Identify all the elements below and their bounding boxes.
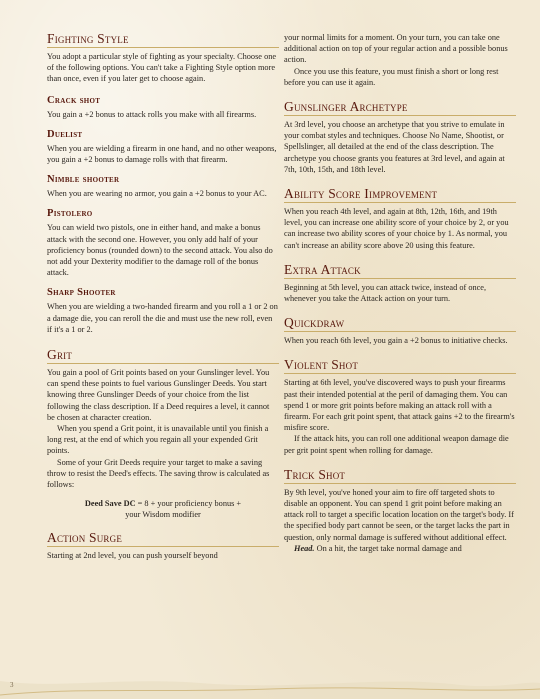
quickdraw-heading: Quickdraw <box>284 316 516 332</box>
section-extra-attack <box>284 263 516 304</box>
section-fighting-style <box>47 32 279 85</box>
violent-shot-heading: Violent Shot <box>284 358 516 374</box>
pistolero-text: You can wield two pistols, one in either hand, and make a bonus attack with the second one. However, you only add half of your proficiency bonus (rounded down) to the second attack. You also do not add your Dexterity modifier to the damage roll of the bonus attack. <box>47 223 273 278</box>
action-surge-cont-paragraph-2: Once you use this feature, you must finish a short or long rest before you can use it again. <box>284 66 499 87</box>
left-column <box>47 32 279 561</box>
quickdraw-text: When you reach 6th level, you gain a +2 bonus to initiative checks. <box>284 336 508 346</box>
head-text: On a hit, the target take normal damage and <box>314 543 462 553</box>
duelist-heading: Duelist <box>47 128 83 140</box>
sharp-shooter-heading: Sharp Shooter <box>47 287 116 299</box>
trick-shot-heading: Trick Shot <box>284 468 516 484</box>
grit-paragraph-3: Some of your Grit Deeds require your target to make a saving throw to resist the Deed's effects. The saving throw is calculated as follows: <box>47 457 270 490</box>
crack-shot-text: You gain a +2 bonus to attack rolls you make with all firearms. <box>47 109 257 119</box>
formula-line-2: your Wisdom modifier <box>125 510 201 520</box>
grit-paragraph-1: You gain a pool of Grit points based on your Gunslinger level. You can spend these points to fuel various Gunslinger Deeds. You start knowing three Gunslinger Deeds of your choice from the list following the class description. If a Deed requires a level, it cannot be chosen at character creation. <box>47 368 270 422</box>
section-action-surge <box>47 531 279 561</box>
formula-line-1: = 8 + your proficiency bonus + <box>135 499 242 509</box>
asi-text: When you reach 4th level, and again at 8th, 12th, 16th, and 19th level, you can increase one ability score of your choice by 2, or you can increase two ability scores of your choice by 1. As normal, you can't increase an ability score above 20 using this feature. <box>284 207 509 250</box>
trick-shot-head-paragraph <box>284 543 516 554</box>
footer-decoration <box>0 659 540 699</box>
subsection-crack-shot <box>47 95 279 120</box>
action-surge-continued <box>284 32 516 88</box>
section-violent-shot <box>284 358 516 455</box>
section-trick-shot <box>284 468 516 554</box>
subsection-pistolero <box>47 208 279 278</box>
archetype-heading: Gunslinger Archetype <box>284 100 516 116</box>
sharp-shooter-text: When you are wielding a two-handed firearm and you roll a 1 or 2 on a damage die, you can reroll the die and must use the new roll, even if it's a 1 or 2. <box>47 302 278 334</box>
page-number: 3 <box>10 681 14 689</box>
grit-heading: Grit <box>47 348 279 364</box>
asi-heading: Ability Score Iimprovement <box>284 187 516 203</box>
crack-shot-heading: Crack shot <box>47 94 101 106</box>
deed-save-dc-formula <box>47 498 279 520</box>
action-surge-cont-paragraph-1: your normal limits for a moment. On your turn, you can take one additional action on top of your regular action and a possible bonus action. <box>284 33 508 65</box>
archetype-text: At 3rd level, you choose an archetype that you strive to emulate in your combat styles and techniques. Choose No Name, Shootist, or Spellslinger, all detailed at the end of the class description. The archetype you choose grants you features at 3rd level, and again at 7th, 10th, 15th, and 18th level. <box>284 120 505 174</box>
subsection-duelist <box>47 129 279 165</box>
violent-shot-paragraph-1: Starting at 6th level, you've discovered ways to push your firearms past their intended potential at the peril of damaging them. You can spend 1 or more grit points before making an attack roll with a firearm. For each grit point spent, that attack gains +2 to the firearm's misfire score. <box>284 378 515 433</box>
section-gunslinger-archetype <box>284 100 516 175</box>
section-grit <box>47 348 279 521</box>
subsection-nimble-shooter <box>47 174 279 199</box>
fighting-style-heading: Fighting Style <box>47 32 279 48</box>
subsection-sharp-shooter <box>47 287 279 335</box>
section-quickdraw <box>284 316 516 346</box>
extra-attack-heading: Extra Attack <box>284 263 516 279</box>
action-surge-text: Starting at 2nd level, you can push yourself beyond <box>47 550 218 560</box>
grit-paragraph-2: When you spend a Grit point, it is unavailable until you finish a long rest, at the end of which you regain all your expended Grit points. <box>47 424 269 456</box>
duelist-text: When you are wielding a firearm in one hand, and no other weapons, you gain a +2 bonus to damage rolls with that firearm. <box>47 143 277 165</box>
right-column <box>284 32 516 554</box>
pistolero-heading: Pistolero <box>47 208 93 220</box>
extra-attack-text: Beginning at 5th level, you can attack twice, instead of once, whenever you take the Attack action on your turn. <box>284 282 487 304</box>
nimble-shooter-text: When you are wearing no armor, you gain a +2 bonus to your AC. <box>47 189 267 199</box>
violent-shot-paragraph-2: If the attack hits, you can roll one additional weapon damage die per grit point spent when rolling for damage. <box>284 434 509 455</box>
formula-label: Deed Save DC <box>84 499 136 509</box>
head-label: Head. <box>294 543 315 553</box>
action-surge-heading: Action Surge <box>47 531 279 547</box>
fighting-style-text: You adopt a particular style of fighting as your specialty. Choose one of the following options. You can't take a Fighting Style option more than once, even if you later get to choose again. <box>47 52 277 84</box>
section-ability-score-improvement <box>284 187 516 251</box>
nimble-shooter-heading: Nimble shooter <box>47 174 120 186</box>
trick-shot-paragraph-1: By 9th level, you've honed your aim to fire off targeted shots to disable an opponent. You can spend 1 grit point before making an attack roll to target a specific location location on the target's body. If the specified body part cannot be seen, or the target lacks the part in question, only normal damage is suffered without additional effect. <box>284 487 514 542</box>
